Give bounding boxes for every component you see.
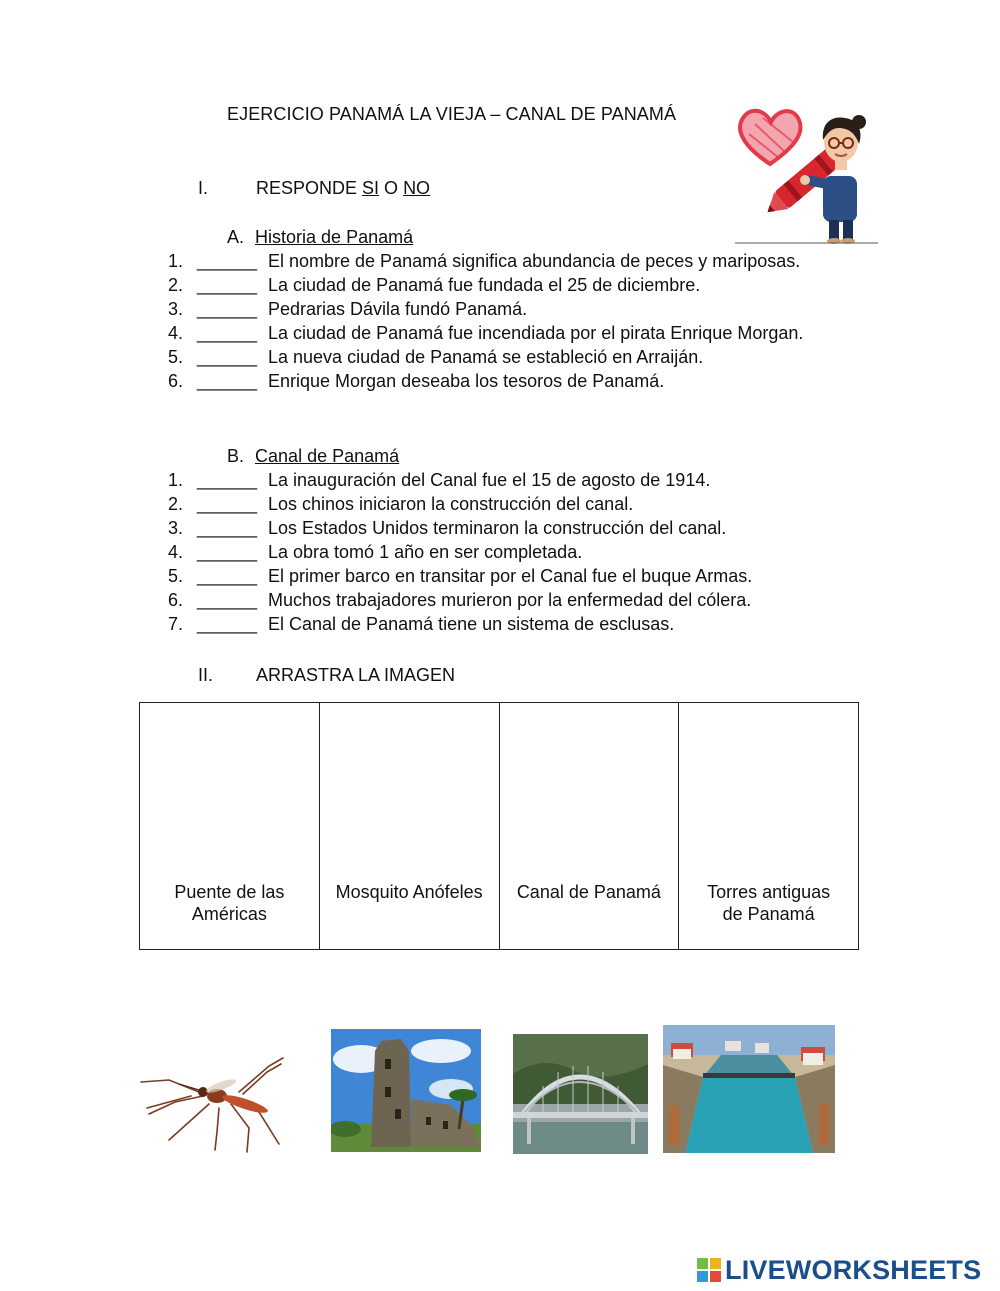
si-option: SI [362,178,380,198]
label-line: Mosquito Anófeles [335,882,483,902]
drop-zone-label [500,881,679,903]
drop-zone-label [679,881,858,925]
part-b-title: Canal de Panamá [255,446,400,466]
list-item [168,540,868,564]
worksheet-title: EJERCICIO PANAMÁ LA VIEJA – CANAL DE PANAMÁ [227,104,677,124]
item-statement: La ciudad de Panamá fue incendiada por el pirata Enrique Morgan. [268,323,804,343]
item-statement: Los Estados Unidos terminaron la construcción del canal. [268,518,727,538]
section-2-number: II. [198,665,214,685]
section-1-mid: O [379,178,404,198]
list-item [168,468,868,492]
label-line: Puente de las [174,882,285,902]
mosquito-icon [139,1052,284,1154]
drop-zone-puente[interactable] [140,703,320,949]
answer-blank[interactable]: ______ [197,590,258,610]
drop-zone-canal[interactable] [500,703,680,949]
answer-blank[interactable]: ______ [197,542,258,562]
item-number: 4. [168,323,184,343]
bridge-icon [513,1034,648,1154]
item-number: 2. [168,494,184,514]
teacher-avatar-illustration [735,102,878,245]
drop-zone-label [320,881,499,903]
list-item [168,249,868,273]
answer-blank[interactable]: ______ [197,275,258,295]
answer-blank[interactable]: ______ [197,566,258,586]
answer-blank[interactable]: ______ [197,470,258,490]
avatar-svg [735,102,878,245]
list-item [168,273,868,297]
draggable-canal-image[interactable] [663,1025,835,1153]
list-item [168,612,868,636]
section-2-heading: ARRASTRA LA IMAGEN [256,665,456,685]
label-line: Canal de Panamá [516,882,661,902]
drop-zone-label [140,881,319,925]
canal-locks-icon [663,1025,835,1153]
section-1-number: I. [198,178,209,198]
draggable-mosquito-image[interactable] [139,1052,284,1154]
list-item [168,516,868,540]
part-b-list [168,468,868,636]
answer-blank[interactable]: ______ [197,518,258,538]
item-number: 3. [168,518,184,538]
answer-blank[interactable]: ______ [197,323,258,343]
label-line: de Panamá [722,904,815,924]
list-item [168,321,868,345]
label-line: Torres antiguas [707,882,831,902]
part-a-heading [227,227,413,248]
item-number: 7. [168,614,184,634]
item-number: 1. [168,470,184,490]
item-statement: El primer barco en transitar por el Canal fue el buque Armas. [268,566,753,586]
answer-blank[interactable]: ______ [197,299,258,319]
item-statement: La inauguración del Canal fue el 15 de agosto de 1914. [268,470,711,490]
answer-blank[interactable]: ______ [197,347,258,367]
item-statement: Pedrarias Dávila fundó Panamá. [268,299,528,319]
liveworksheets-logo [697,1255,981,1285]
item-statement: La nueva ciudad de Panamá se estableció en Arraiján. [268,347,704,367]
answer-blank[interactable]: ______ [197,251,258,271]
part-b-letter: B. [227,446,245,466]
item-number: 5. [168,347,184,367]
item-statement: Muchos trabajadores murieron por la enfermedad del cólera. [268,590,752,610]
ruins-tower-icon [331,1029,481,1152]
section-1-heading [256,178,430,199]
item-number: 6. [168,371,184,391]
item-statement: La ciudad de Panamá fue fundada el 25 de diciembre. [268,275,701,295]
part-a-title: Historia de Panamá [255,227,414,247]
drop-zone-mosquito[interactable] [320,703,500,949]
item-number: 1. [168,251,184,271]
drop-zone-torres[interactable] [679,703,858,949]
answer-blank[interactable]: ______ [197,494,258,514]
logo-blocks-icon [697,1258,721,1282]
section-1-text: RESPONDE [256,178,363,198]
draggable-ruins-image[interactable] [331,1029,481,1152]
drop-zone-table [139,702,859,950]
item-statement: El Canal de Panamá tiene un sistema de esclusas. [268,614,675,634]
logo-text: LIVEWORKSHEETS [725,1254,982,1285]
part-a-list [168,249,868,393]
list-item [168,564,868,588]
item-number: 6. [168,590,184,610]
item-statement: La obra tomó 1 año en ser completada. [268,542,583,562]
no-option: NO [403,178,431,198]
list-item [168,345,868,369]
part-b-heading [227,446,399,467]
draggable-bridge-image[interactable] [513,1034,648,1154]
item-statement: Enrique Morgan deseaba los tesoros de Panamá. [268,371,665,391]
list-item [168,369,868,393]
item-number: 3. [168,299,184,319]
item-number: 2. [168,275,184,295]
label-line: Américas [191,904,267,924]
answer-blank[interactable]: ______ [197,371,258,391]
item-number: 4. [168,542,184,562]
list-item [168,297,868,321]
item-number: 5. [168,566,184,586]
list-item [168,492,868,516]
answer-blank[interactable]: ______ [197,614,258,634]
item-statement: Los chinos iniciaron la construcción del canal. [268,494,634,514]
item-statement: El nombre de Panamá significa abundancia de peces y mariposas. [268,251,801,271]
list-item [168,588,868,612]
part-a-letter: A. [227,227,245,247]
